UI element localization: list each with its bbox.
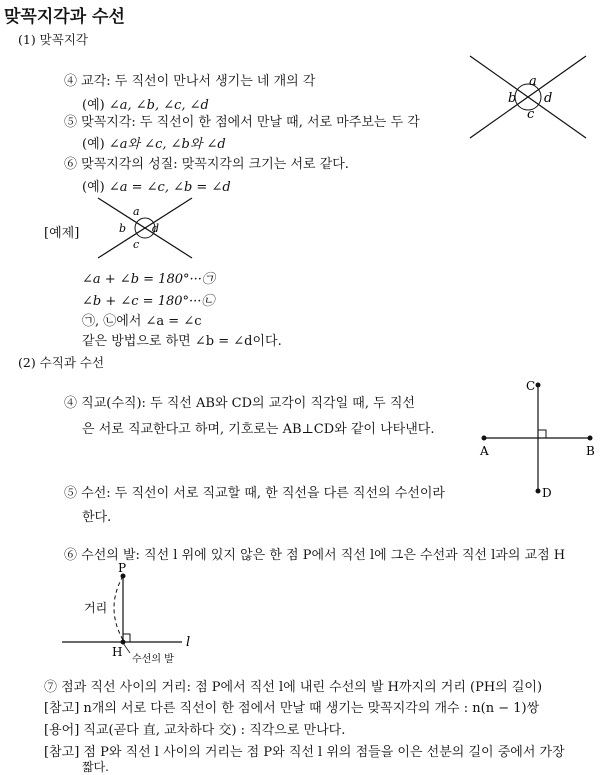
item-label: 맞꼭지각의 성질: xyxy=(81,157,178,172)
note-text: n개의 서로 다른 직선이 한 점에서 만날 때 생기는 맞꼭지각의 개수 : n(n − 1)쌍 xyxy=(83,701,540,716)
note-text: 점 P와 직선 l 사이의 거리는 점 P와 직선 l 위의 점들을 이은 선분의 길이 중에서 가장 xyxy=(83,745,565,760)
item-label: 교각: xyxy=(81,74,111,89)
item-label: 직교(수직): xyxy=(81,396,146,411)
example-line-2: ∠b + ∠c = 180°···㉡ xyxy=(82,294,215,309)
note-1 xyxy=(44,697,539,716)
item-number: ⑤ xyxy=(64,115,78,130)
example-line-3: ㉠, ㉡에서 ∠a = ∠c xyxy=(82,314,202,329)
point-A: A xyxy=(480,444,489,458)
example-box-label: [예제] xyxy=(44,226,80,241)
item-perpendicular-line-2: 은 서로 직교한다고 하며, 기호로는 AB⊥CD와 같이 나타낸다. xyxy=(82,422,435,437)
item-number: ④ xyxy=(64,74,78,89)
example-prefix: (예) xyxy=(82,137,105,152)
item-number: ④ xyxy=(64,396,78,411)
angle-label-d: d xyxy=(544,91,553,106)
item-text: 두 직선이 서로 직교할 때, 한 직선을 다른 직선의 수선이라 xyxy=(114,486,445,501)
note-tag: [참고] xyxy=(44,701,80,716)
item-text: 두 직선이 만나서 생기는 네 개의 각 xyxy=(114,74,316,89)
line-l: l xyxy=(186,635,191,650)
example-property xyxy=(82,176,231,195)
item-perpendicular-def-line-2: 한다. xyxy=(82,510,112,525)
point-B: B xyxy=(586,444,595,458)
angle-label-a: a xyxy=(529,74,537,89)
item-label: 맞꼭지각: xyxy=(81,115,136,130)
example-text: ∠a = ∠c, ∠b = ∠d xyxy=(108,180,231,195)
item-intersection-angles xyxy=(64,70,315,89)
item-label: 점과 직선 사이의 거리: xyxy=(61,680,191,695)
item-foot-of-perpendicular xyxy=(64,544,565,563)
perpendicular-figure xyxy=(470,375,600,510)
example-prefix: (예) xyxy=(82,98,105,113)
note-2-line-2: 짧다. xyxy=(82,760,109,774)
angle-label-b: b xyxy=(508,91,517,106)
term-note xyxy=(44,719,345,738)
angle-label-c: c xyxy=(133,238,140,251)
item-vertical-property xyxy=(64,153,349,172)
note-tag: [참고] xyxy=(44,745,80,760)
note-2-line-1 xyxy=(44,741,565,760)
point-D: D xyxy=(542,486,552,500)
term-tag: [용어] xyxy=(44,723,80,738)
item-number: ⑦ xyxy=(44,680,58,695)
item-text: 직선 l 위에 있지 않은 한 점 P에서 직선 l에 그은 수선과 직선 l과의 교점 H xyxy=(144,548,566,563)
point-P: P xyxy=(118,561,127,575)
point-H: H xyxy=(112,645,123,659)
item-vertical-angles xyxy=(64,111,420,130)
example-text: ∠a와 ∠c, ∠b와 ∠d xyxy=(108,137,226,152)
item-perpendicular-line-1 xyxy=(64,392,415,411)
angle-label-b: b xyxy=(119,222,127,235)
item-number: ⑤ xyxy=(64,486,78,501)
example-line-1: ∠a + ∠b = 180°···㉠ xyxy=(82,272,215,287)
item-text: 두 직선 AB와 CD의 교각이 직각일 때, 두 직선 xyxy=(150,396,415,411)
point-C: C xyxy=(526,379,536,393)
item-perpendicular-def-line-1 xyxy=(64,482,445,501)
item-distance xyxy=(44,676,542,695)
example-prefix: (예) xyxy=(82,180,105,195)
item-number: ⑥ xyxy=(64,548,78,563)
item-label: 수선: xyxy=(81,486,111,501)
example-figure xyxy=(96,196,196,264)
foot-label: 수선의 발 xyxy=(132,654,174,665)
angle-label-c: c xyxy=(527,107,535,122)
item-label: 수선의 발: xyxy=(81,548,140,563)
term-text: 직교(곧다 直, 교차하다 交) : 직각으로 만나다. xyxy=(83,723,346,738)
page-title: 맞꼭지각과 수선 xyxy=(4,7,125,27)
foot-figure xyxy=(60,561,210,666)
example-vertical xyxy=(82,133,226,152)
distance-label: 거리 xyxy=(84,601,108,615)
section-2-heading: (2) 수직과 수선 xyxy=(18,355,105,370)
item-number: ⑥ xyxy=(64,157,78,172)
item-text: 두 직선이 한 점에서 만날 때, 서로 마주보는 두 각 xyxy=(139,115,420,130)
vertical-angles-figure xyxy=(460,52,590,147)
angle-label-a: a xyxy=(133,205,140,218)
example-text: ∠a, ∠b, ∠c, ∠d xyxy=(108,98,209,113)
angle-label-d: d xyxy=(152,222,160,235)
example-line-4: 같은 방법으로 하면 ∠b = ∠d이다. xyxy=(82,334,282,349)
section-1-heading: (1) 맞꼭지각 xyxy=(18,32,88,47)
item-text: 점 P에서 직선 l에 내린 수선의 발 H까지의 거리 (PH의 길이) xyxy=(195,680,543,695)
item-text: 맞꼭지각의 크기는 서로 같다. xyxy=(181,157,349,172)
